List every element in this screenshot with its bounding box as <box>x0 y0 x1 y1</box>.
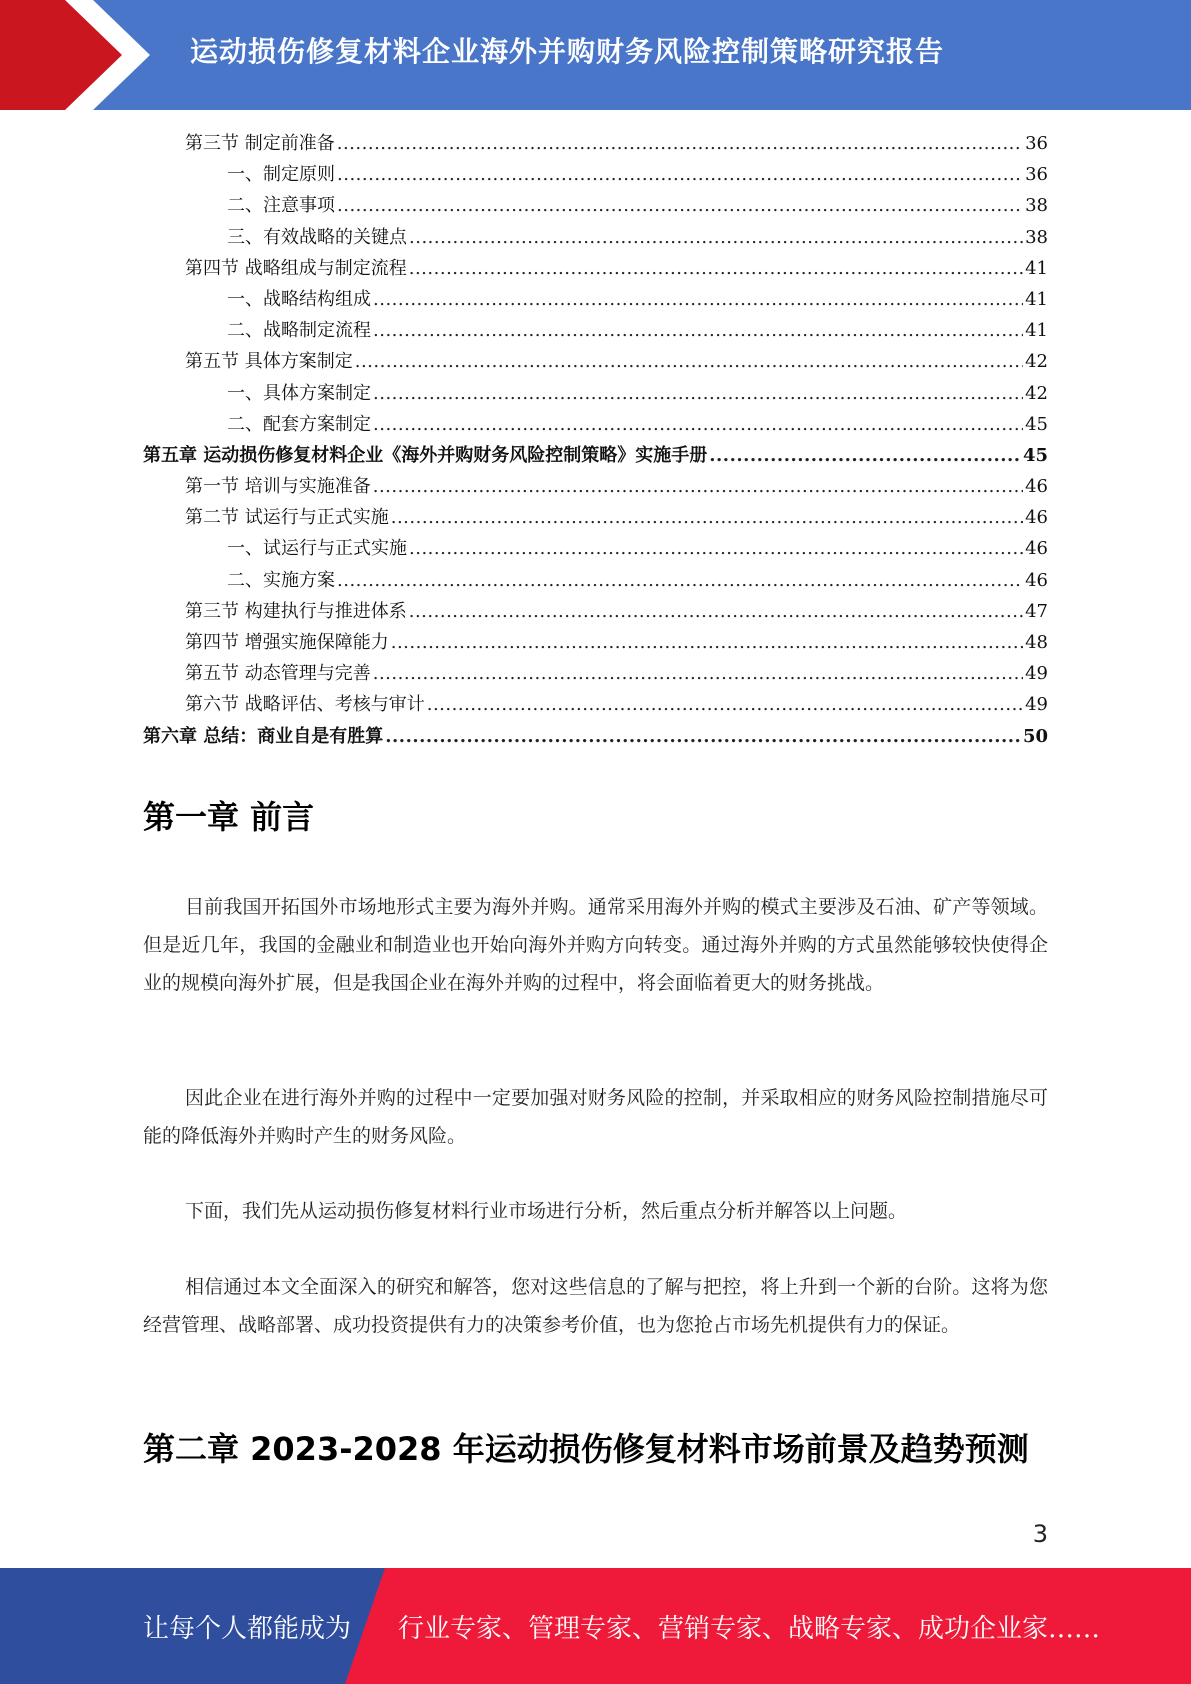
toc-page-number: 38 <box>1025 226 1048 248</box>
toc-entry[interactable] <box>143 565 1048 596</box>
chapter-1-paragraph: 因此企业在进行海外并购的过程中一定要加强对财务风险的控制，并采取相应的财务风险控制措施尽可能的降低海外并购时产生的财务风险。 <box>143 1087 1048 1147</box>
toc-entry[interactable] <box>143 502 1048 533</box>
toc-entry-text: 二、实施方案 <box>227 569 335 591</box>
toc-page-number: 45 <box>1025 413 1048 435</box>
toc-entry[interactable] <box>143 689 1048 720</box>
toc-leader-dots <box>355 346 1023 377</box>
toc-page-number: 46 <box>1025 507 1048 529</box>
toc-leader-dots <box>373 378 1023 409</box>
toc-entry-text: 三、有效战略的关键点 <box>227 226 407 248</box>
toc-entry-text: 二、配套方案制定 <box>227 413 371 435</box>
toc-entry-text: 一、战略结构组成 <box>227 288 371 310</box>
toc-page-number: 46 <box>1025 538 1048 560</box>
toc-leader-dots <box>337 128 1023 159</box>
toc-entry-text: 第一节 培训与实施准备 <box>185 476 371 498</box>
toc-entry-text: 二、战略制定流程 <box>227 320 371 342</box>
toc-leader-dots <box>409 596 1023 627</box>
toc-entry-text: 第三节 制定前准备 <box>185 133 335 154</box>
toc-leader-dots <box>373 658 1023 689</box>
toc-leader-dots <box>409 533 1023 564</box>
toc-entry-text: 第三节 构建执行与推进体系 <box>185 600 407 622</box>
toc-leader-dots <box>391 502 1023 533</box>
chapter-1-paragraph: 目前我国开拓国外市场地形式主要为海外并购。通常采用海外并购的模式主要涉及石油、矿产等领域。但是近几年，我国的金融业和制造业也开始向海外并购方向转变。通过海外并购的方式虽然能够较快使得企业的规模向海外扩展，但是我国企业在海外并购的过程中，将会面临着更大的财务挑战。 <box>143 896 1048 994</box>
toc-entry[interactable] <box>143 315 1048 346</box>
toc-entry-text: 二、注意事项 <box>227 195 335 217</box>
toc-leader-dots <box>373 315 1023 346</box>
toc-page-number: 38 <box>1025 195 1048 217</box>
toc-page-number: 41 <box>1025 288 1048 310</box>
toc-entry-text: 第四节 战略组成与制定流程 <box>185 257 407 279</box>
toc-entry[interactable] <box>143 658 1048 689</box>
chapter-1-paragraph: 相信通过本文全面深入的研究和解答，您对这些信息的了解与把控，将上升到一个新的台阶。这将为您经营管理、战略部署、成功投资提供有力的决策参考价值，也为您抢占市场先机提供有力的保证。 <box>143 1276 1048 1336</box>
toc-entry[interactable] <box>143 190 1048 221</box>
toc-chapter-entry[interactable] <box>143 440 1048 471</box>
toc-entry[interactable] <box>143 533 1048 564</box>
toc-page-number: 41 <box>1025 320 1048 342</box>
toc-entry[interactable] <box>143 627 1048 658</box>
toc-leader-dots <box>709 440 1021 471</box>
toc-leader-dots <box>409 253 1023 284</box>
toc-page-number: 42 <box>1025 382 1048 404</box>
toc-entry-text: 第二节 试运行与正式实施 <box>185 507 389 529</box>
toc-page-number: 36 <box>1025 133 1048 154</box>
toc-entry-text: 第五章 运动损伤修复材料企业《海外并购财务风险控制策略》实施手册 <box>143 444 708 466</box>
toc-entry-text: 第五节 具体方案制定 <box>185 351 353 373</box>
footer-slogan-right: 行业专家、管理专家、营销专家、战略专家、成功企业家…… <box>398 1614 1101 1644</box>
toc-page-number: 46 <box>1025 476 1048 498</box>
toc-entry[interactable] <box>143 346 1048 377</box>
toc-leader-dots <box>391 627 1023 658</box>
toc-entry-text: 一、制定原则 <box>227 164 335 186</box>
toc-leader-dots <box>427 689 1023 720</box>
toc-leader-dots <box>385 721 1021 752</box>
chapter-1-heading: 第一章 前言 <box>143 798 315 836</box>
toc-page-number: 46 <box>1025 569 1048 591</box>
toc-entry[interactable] <box>143 409 1048 440</box>
chapter-2-heading: 第二章 2023-2028 年运动损伤修复材料市场前景及趋势预测 <box>143 1430 1029 1468</box>
toc-entry-text: 第五节 动态管理与完善 <box>185 663 371 685</box>
toc-page-number: 36 <box>1025 164 1048 186</box>
footer-slogan-left: 让每个人都能成为 <box>143 1614 352 1644</box>
toc-leader-dots <box>373 471 1023 502</box>
toc-entry-text: 一、试运行与正式实施 <box>227 538 407 560</box>
toc-page-number: 49 <box>1025 694 1048 716</box>
page-number: 3 <box>1032 1520 1048 1548</box>
toc-page-number: 45 <box>1022 444 1048 466</box>
toc-entry[interactable] <box>143 222 1048 253</box>
toc-entry[interactable] <box>143 284 1048 315</box>
toc-page-number: 41 <box>1025 257 1048 279</box>
page-header <box>0 0 1191 110</box>
toc-entry[interactable] <box>143 253 1048 284</box>
toc-entry[interactable] <box>143 128 1048 159</box>
toc-page-number: 49 <box>1025 663 1048 685</box>
toc-page-number: 47 <box>1025 600 1048 622</box>
toc-entry[interactable] <box>143 596 1048 627</box>
toc-entry-text: 一、具体方案制定 <box>227 382 371 404</box>
toc-entry-text: 第六章 总结：商业自是有胜算 <box>143 725 384 747</box>
toc-page-number: 48 <box>1025 632 1048 653</box>
toc-leader-dots <box>337 190 1023 221</box>
toc-entry[interactable] <box>143 471 1048 502</box>
toc-leader-dots <box>373 284 1023 315</box>
toc-entry[interactable] <box>143 159 1048 190</box>
page-footer <box>0 1568 1191 1684</box>
toc-page-number: 42 <box>1025 351 1048 373</box>
toc-page-number: 50 <box>1022 725 1048 747</box>
toc-leader-dots <box>337 565 1023 596</box>
chapter-1-paragraph: 下面，我们先从运动损伤修复材料行业市场进行分析，然后重点分析并解答以上问题。 <box>185 1200 908 1222</box>
toc-leader-dots <box>373 409 1023 440</box>
toc-entry-text: 第四节 增强实施保障能力 <box>185 632 389 653</box>
toc-leader-dots <box>409 222 1023 253</box>
report-title: 运动损伤修复材料企业海外并购财务风险控制策略研究报告 <box>190 35 945 68</box>
toc-entry[interactable] <box>143 378 1048 409</box>
toc-leader-dots <box>337 159 1023 190</box>
toc-chapter-entry[interactable] <box>143 721 1048 752</box>
toc-entry-text: 第六节 战略评估、考核与审计 <box>185 694 425 716</box>
table-of-contents <box>143 128 1048 752</box>
